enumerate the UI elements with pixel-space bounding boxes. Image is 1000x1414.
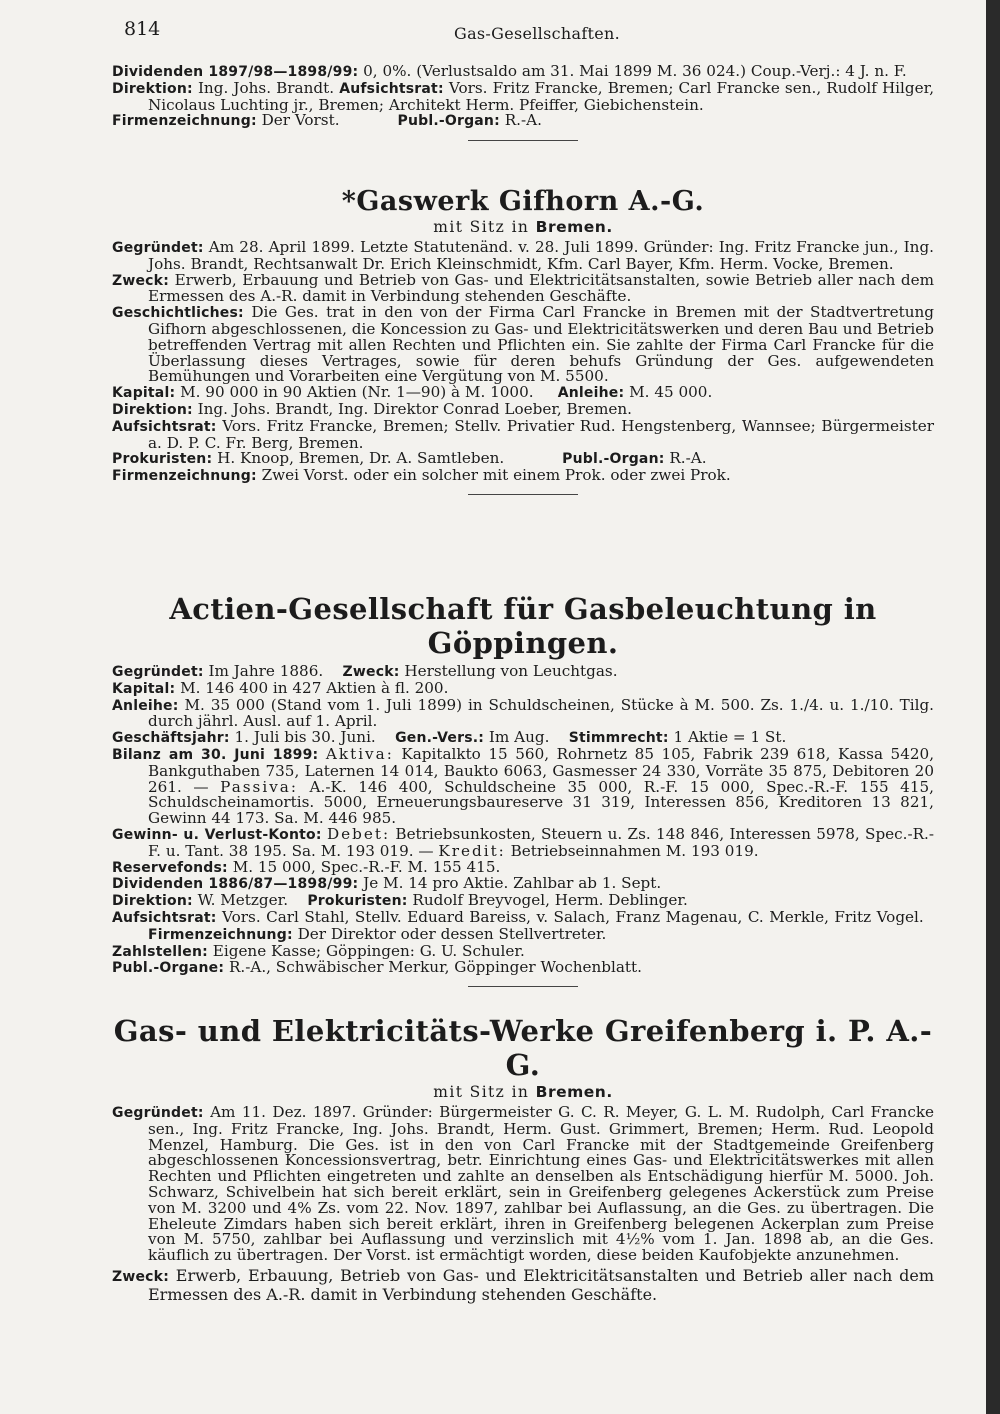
divider (468, 140, 578, 141)
entry-seat: mit Sitz in Bremen. (433, 1083, 613, 1101)
gifhorn-prokuristen: Prokuristen: H. Knoop, Bremen, Dr. A. Samtleben. Publ.-Organ: R.-A. (112, 449, 707, 468)
page-header (124, 18, 944, 48)
goeppingen-bilanz: Bilanz am 30. Juni 1899: Aktiva: Kapitalkto 15 560, Rohrnetz 85 105, Fabrik 239 618, Kassa 5420, Bankguthaben 735, Laternen 14 014, Baukto 6063, Gasmesser 24 330, Vorräte 35 875, Debitoren 20 261. — Passiva: A.-K. 146 400, Schuldscheine 35 000, R.-F. 15 000, Spec.-R.-F. 155 415, Schuldscheinamortis. 5000, Erneuerungsbaureserve 31 319, Interessen 856, Kreditoren 13 821, Gewinn 44 173. Sa. M. 446 985. (112, 744, 935, 828)
goeppingen-kapital: Kapital: M. 146 400 in 427 Aktien à fl. 200. (112, 678, 449, 697)
greifenberg-zweck: Zweck: Erwerb, Erbauung, Betrieb von Gas- und Elektricitätsanstalten und Betrieb aller nach dem Ermessen des A.-R. damit in Verbindung stehenden Geschäfte. (112, 1265, 935, 1304)
gifhorn-geschichtliches: Geschichtliches: Die Ges. trat in den von der Firma Carl Francke in Bremen mit der Stadtvertretung Gifhorn abgeschlossenen, die Koncession zu Gas- und Elektricitätswerken und deren Bau und Betrieb betreffenden Vertrag mit allen Rechten und Pflichten ein. Sie zahlte der Firma Carl Francke für die Überlassung dieses Vertrages, sowie für deren behufs Gründung der Ges. aufgewendeten Bemühungen und Vorarbeiten eine Vergütung von M. 5500. (112, 303, 935, 386)
entry-goeppingen (112, 592, 934, 987)
goeppingen-aufsichtsrat: Aufsichtsrat: Vors. Carl Stahl, Stellv. Eduard Bareiss, v. Salach, Franz Magenau, C. Merkle, Fritz Vogel. Firmenzeichnung: Der Direktor oder dessen Stellvertreter. (112, 907, 924, 943)
entry-title: Gas- und Elektricitäts-Werke Greifenberg i. P. A.-G. (113, 1014, 933, 1082)
entry-title: Actien-Gesellschaft für Gasbeleuchtung in Göppingen. (169, 592, 877, 660)
greifenberg-gegruendet: Gegründet: Am 11. Dez. 1897. Gründer: Bürgermeister G. C. R. Meyer, G. L. M. Rudolph, Carl Francke sen., Ing. Fritz Francke, Ing. Johs. Brandt, Herm. Gust. Grimmert, Bremen; Herm. Rud. Leopold Menzel, Hamburg. Die Ges. ist in den von Carl Francke mit der Stadtgemeinde Greifenberg abgeschlossenen Koncessionsvertrag, betr. Einrichtung eines Gas- und Elektricitätswerkes mit allen Rechten und Pflichten eingetreten und zahlte an denselben als Entschädigung hierfür M. 5000. Joh. Schwarz, Schivelbein hat sich bereit erklärt, sein in Greifenberg gelegenes Ackerstück zum Preise von M. 3200 und 4% Zs. vom 22. Nov. 1897, zahlbar bei Auflassung, an die Ges. zu übertragen. Die Eheleute Zimdars haben sich bereit erklärt, ihren in Greifenberg belegenen Ackerplan zum Preise von M. 5750, zahlbar bei Auflassung und verzinslich mit 4½% vom 1. Jan. 1898 ab, an die Ges. käuflich zu übertragen. Der Vorst. ist ermächtigt worden, diese beiden Kaufobjekte anzunehmen. (112, 1103, 935, 1265)
prev-dividenden: Dividenden 1897/98—1898/99: 0, 0%. (Verlustsaldo am 31. Mai 1899 M. 36 024.) Coup.-Verj.: 4 J. n. F. (112, 62, 907, 80)
gifhorn-firmenzeichnung: Firmenzeichnung: Zwei Vorst. oder ein solcher mit einem Prok. oder zwei Prok. (112, 466, 731, 485)
goeppingen-publ: Publ.-Organe: R.-A., Schwäbischer Merkur, Göppinger Wochenblatt. (112, 958, 642, 977)
scan-edge (986, 0, 1000, 1414)
gifhorn-kapital: Kapital: M. 90 000 in 90 Aktien (Nr. 1—90) à M. 1000. Anleihe: M. 45 000. (112, 383, 713, 402)
divider (468, 986, 578, 987)
gifhorn-aufsichtsrat: Aufsichtsrat: Vors. Fritz Francke, Bremen; Stellv. Privatier Rud. Hengstenberg, Wannsee; Bürgermeister a. D. P. C. Fr. Berg, Bremen. (112, 416, 934, 452)
goeppingen-dividenden: Dividenden 1886/87—1898/99: Je M. 14 pro Aktie. Zahlbar ab 1. Sept. (112, 874, 662, 893)
goeppingen-geschaeftsjahr: Geschäftsjahr: 1. Juli bis 30. Juni. Gen.-Vers.: Im Aug. Stimmrecht: 1 Aktie = 1 St. (112, 728, 787, 747)
entry-seat: mit Sitz in Bremen. (433, 218, 613, 236)
gifhorn-zweck: Zweck: Erwerb, Erbauung und Betrieb von Gas- und Elektricitätsanstalten, sowie Betrieb aller nach dem Ermessen des A.-R. damit in Verbindung stehenden Geschäfte. (112, 270, 935, 306)
divider (468, 494, 578, 495)
goeppingen-zahlstellen: Zahlstellen: Eigene Kasse; Göppingen: G. U. Schuler. (112, 941, 525, 960)
page-number: 814 (124, 18, 161, 40)
goeppingen-guv: Gewinn- u. Verlust-Konto: Debet: Betriebsunkosten, Steuern u. Zs. 148 846, Interessen 5978, Spec.-R.-F. u. Tant. 38 195. Sa. M. 193 019. — Kredit: Betriebseinnahmen M. 193 019. (112, 824, 935, 860)
gifhorn-direktion: Direktion: Ing. Johs. Brandt, Ing. Direktor Conrad Loeber, Bremen. (112, 399, 632, 418)
goeppingen-gegruendet: Gegründet: Im Jahre 1886. Zweck: Herstellung von Leuchtgas. (112, 662, 618, 680)
entry-title: *Gaswerk Gifhorn A.-G. (341, 186, 705, 217)
goeppingen-direktion: Direktion: W. Metzger. Prokuristen: Rudolf Breyvogel, Herm. Deblinger. (112, 891, 688, 910)
goeppingen-anleihe: Anleihe: M. 35 000 (Stand vom 1. Juli 1899) in Schuldscheinen, Stücke à M. 500. Zs. 1./4. u. 1./10. Tilg. durch jährl. Ausl. auf 1. April. (112, 695, 935, 731)
goeppingen-reservefonds: Reservefonds: M. 15 000, Spec.-R.-F. M. 155 415. (112, 857, 501, 876)
running-title: Gas-Gesellschaften. (454, 24, 621, 43)
prev-direktion: Direktion: Ing. Johs. Brandt. Aufsichtsrat: Vors. Fritz Francke, Bremen; Carl Francke sen., Rudolf Hilger, Nicolaus Luchting jr., Bremen; Architekt Herm. Pfeiffer, Giebichenstein. (112, 78, 935, 114)
entry-gifhorn (112, 186, 934, 495)
prev-firmenzeichnung: Firmenzeichnung: Der Vorst. Publ.-Organ: R.-A. (112, 111, 542, 130)
entry-greifenberg (112, 1014, 934, 1303)
gifhorn-gegruendet: Gegründet: Am 28. April 1899. Letzte Statutenänd. v. 28. Juli 1899. Gründer: Ing. Fritz Francke jun., Ing. Johs. Brandt, Rechtsanwalt Dr. Erich Kleinschmidt, Kfm. Carl Bayer, Kfm. Herm. Vocke, Bremen. (112, 238, 934, 273)
prev-entry (112, 64, 934, 141)
